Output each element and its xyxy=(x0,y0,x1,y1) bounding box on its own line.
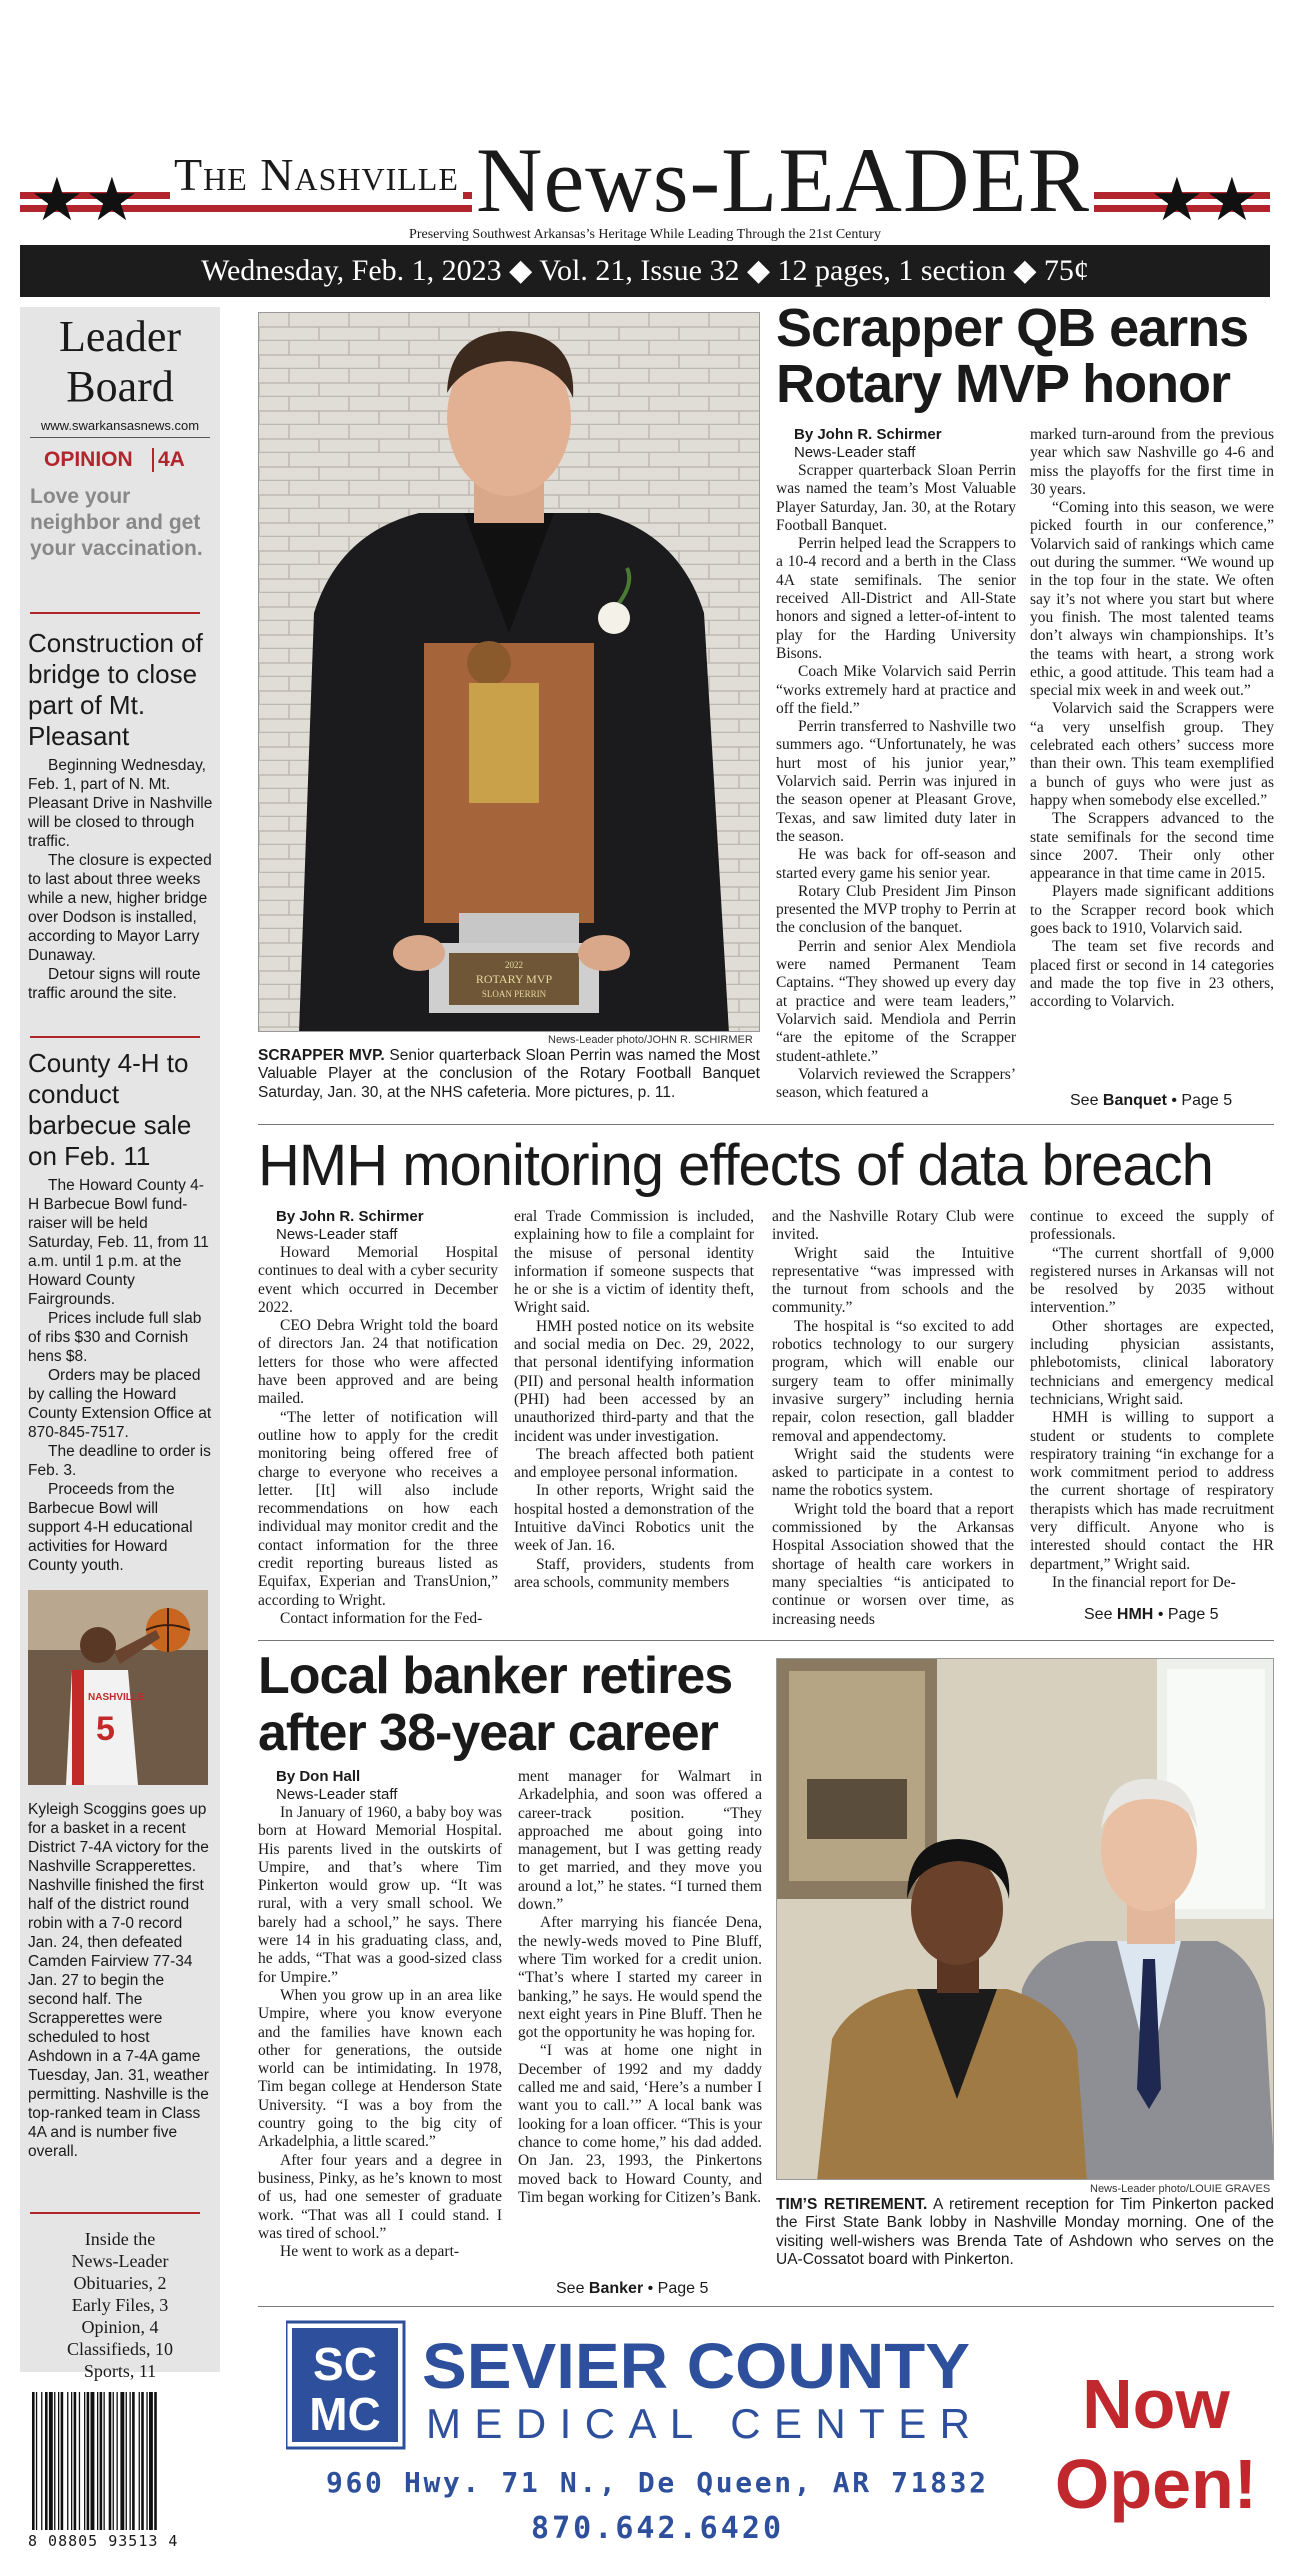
masthead-the-nashville: The Nashville xyxy=(170,148,463,201)
qb-photo-caption: SCRAPPER MVP. Senior quarterback Sloan Perrin was named the Most Valuable Player at the conclusion of the Rotary Football Banquet Saturday, Jan. 30, at the NHS cafeteria. More pictures, p. 11. xyxy=(258,1047,760,1101)
divider xyxy=(258,2306,1274,2307)
staff-line: News-Leader staff xyxy=(276,1786,398,1803)
ad-name-line2: MEDICAL CENTER xyxy=(426,2400,970,2447)
trophy-plate-year: 2022 xyxy=(505,960,523,970)
divider xyxy=(30,612,200,614)
story1-column-1: By John R. Schirmer News-Leader staff Scrapper quarterback Sloan Perrin was named the team’s Most Valuable Player Saturday, Jan. 30, at the Rotary Football Banquet. Perrin helped lead the Scrappers to a 10-4 record and a berth in the Class 4A state semifinals. The senior received All-District and All-State honors and signed a letter-of-intent to play for the Harding University Bisons. Coach Mike Volarvich said Perrin “works extremely hard at practice and off the field.” Perrin transferred to Nashville two summers ago. “Unfortunately, he was hurt most of his junior year,” Volarvich said. Perrin was injured in the season opener at Pleasant Grove, Texas, and saw limited duty later in the season. He was back for off-season and started every game his senior year. Rotary Club President Jim Pinson presented the MVP trophy to Perrin at the conclusion of the banquet. Perrin and senior Alex Mendiola were named Permanent Team Captains. “They showed up every day at practice and were team leaders,” Volarvich said. Mendiola and Perrin “are the epitome of the Scrapper student-athlete.” Volarvich reviewed the Scrappers’ season, which featured a xyxy=(776,426,1016,1102)
ad-name-line1: SEVIER COUNTY xyxy=(422,2330,970,2402)
inside-index: Inside the News-Leader Obituaries, 2 Early Files, 3 Opinion, 4 Classifieds, 10 Sports, 11 xyxy=(20,2228,220,2382)
website-url[interactable]: www.swarkansasnews.com xyxy=(40,418,200,433)
staff-line: News-Leader staff xyxy=(794,444,916,461)
jersey-text: NASHVILLE xyxy=(88,1692,145,1703)
barcode xyxy=(30,2392,220,2537)
star-icon: ★ xyxy=(85,165,139,235)
story2-headline[interactable]: HMH monitoring effects of data breach xyxy=(258,1133,1213,1198)
index-item[interactable]: Opinion, 4 xyxy=(81,2317,159,2337)
jump-link-hmh[interactable]: See HMH • Page 5 xyxy=(1084,1606,1219,1623)
opinion-label[interactable]: OPINION xyxy=(44,448,133,471)
ad-cta-open: Open! xyxy=(1054,2445,1258,2523)
leader-board-title: Leader Board xyxy=(58,312,182,411)
story3-headline[interactable]: Local banker retires after 38-year career xyxy=(258,1647,733,1762)
index-item[interactable]: Obituaries, 2 xyxy=(73,2273,167,2293)
ad-phone[interactable]: 870.642.6420 xyxy=(531,2511,781,2546)
retirement-photo xyxy=(776,1658,1274,2180)
staff-line: News-Leader staff xyxy=(276,1226,398,1243)
story3-column-2: ment manager for Walmart in Arkadelphia, and soon was offered a career-track position. “They approached me about going into management, but I was getting ready to get married, and they move you around a lot,” he states. “I turned them down.” After marrying his fiancée Dena, the newly-weds moved to Pine Bluff, where Tim worked for a credit union. “That’s where I started my career in banking,” he says. He would spend the next eight years in Pine Bluff. Then he got the opportunity he was hoping for. “I was at home one night in December of 1992 and my daddy called me and said, ‘Here’s a number I want you to call.’” A local bank was looking for a loan officer. “This is your chance to come home,” his dad added. On Jan. 23, 1993, the Pinkertons moved back to Howard County, and Tim began working for Citizen’s Bank. xyxy=(518,1768,762,2206)
divider xyxy=(30,437,210,438)
brief-4h-body: The Howard County 4-H Barbecue Bowl fund-raiser will be held Saturday, Feb. 11, from 11 a.m. until 1 p.m. at the Howard County Fairgrounds. Prices include full slab of ribs $30 and Cornish hens $8. Orders may be placed by calling the Howard County Extension Office at 870-845-7517. The deadline to order is Feb. 3. Proceeds from the Barbecue Bowl will support 4-H educational activities for Howard County youth. xyxy=(28,1177,212,1574)
star-icon: ★ xyxy=(1205,165,1259,235)
star-icon: ★ xyxy=(30,165,84,235)
retirement-photo-caption: TIM’S RETIREMENT. A retirement reception for Tim Pinkerton packed the First State Bank lobby in Nashville Monday morning. One of the visiting well-wishers was Brenda Tate of Ashdown who serves on the UA-Cossatot board with Pinkerton. xyxy=(776,2196,1274,2268)
photo-credit: News-Leader photo/LOUIE GRAVES xyxy=(1090,2183,1271,2195)
brief-bridge-body: Beginning Wednesday, Feb. 1, part of N. Mt. Pleasant Drive in Nashville will be closed to through traffic. The closure is expected to last about three weeks while a new, higher bridge over Dodson is installed, according to Mayor Larry Dunaway. Detour signs will route traffic around the site. xyxy=(28,757,213,1002)
trophy-plate-title: ROTARY MVP xyxy=(475,972,553,986)
opinion-page: 4A xyxy=(152,448,185,472)
photo-credit: News-Leader photo/JOHN R. SCHIRMER xyxy=(548,1034,753,1046)
byline: By John R. Schirmer xyxy=(276,1208,424,1225)
story2-column-3: and the Nashville Rotary Club were invited. Wright said the Intuitive representative “was impressed with the turnout from schools and the community.” The hospital is “so excited to add robotics technology to our surgery program, which will enable our surgery team to offer minimally invasive surgery” including hernia repair, colon resection, gall bladder removal and appendectomy. Wright said the students were asked to participate in a contest to name the robotics system. Wright told the board that a report commissioned by the Arkansas Hospital Association showed that the shortage of health care workers in many specialties “is anticipated to continue or worsen over time, as increasing needs xyxy=(772,1208,1014,1628)
brief-4h-headline: County 4-H to conduct barbecue sale on Feb. 11 xyxy=(28,1048,192,1171)
logo-bottom: MC xyxy=(309,2388,381,2440)
story3-column-1: By Don Hall News-Leader staff In January of 1960, a baby boy was born at Howard Memorial Hospital. His parents lived in the outskirts of Umpire, and that’s where Tim Pinkerton would grow up. “It was rural, with a very small school. We barely had a school,” he says. There were 14 in his graduating class, and, he adds, “That was a good-sized class for Umpire.” When you grow up in an area like Umpire, where you know everyone and the families have known each other for generations, the outside world can be intimidating. In 1978, Tim began college at Henderson State University. “I was a boy from the country going to the big city of Arkadelphia, a little scared.” After four years and a degree in business, Pinky, as he’s known to most of us, had one semester of graduate work. “That was all I could stand. I was tired of school.” He went to work as a depart- xyxy=(258,1768,502,2261)
jersey-number: 5 xyxy=(96,1710,115,1748)
story1-headline[interactable]: Scrapper QB earns Rotary MVP honor xyxy=(776,298,1249,414)
story1-column-2: marked turn-around from the previous year which saw Nashville go 4-6 and miss the playoffs for the first time in 30 years. “Coming into this season, we were picked fourth in our conference,” Volarvich said of rankings which came out during the summer. “We wound up in the top four in the state. We often say it’s not where you start but where you finish. The most talented teams don’t always win championships. It’s the teams with heart, a strong work ethic, a good attitude. This team had a special mix week in and week out.” Volarvich said the Scrappers were “a very unselfish group. They celebrated each others’ success more than their own. This team exemplified a bunch of guys who were just as happy when somebody else excelled.” The Scrappers advanced to the state semifinals for the second time since 2007. Their only other appearance in that time came in 2015. Players made significant additions to the Scrapper record book which goes back to 1910, Volarvich said. The team set five records and placed first or second in 14 categories and made the top five in 23 others, according to Volarvich. xyxy=(1030,426,1274,1011)
divider xyxy=(258,1124,1274,1125)
jump-link-banker[interactable]: See Banker • Page 5 xyxy=(556,2280,709,2297)
brief-bridge-headline: Construction of bridge to close part of Mt. Pleasant xyxy=(28,628,203,751)
basketball-caption: Kyleigh Scoggins goes up for a basket in a recent District 7-4A victory for the Nashville Scrapperettes. Nashville finished the first half of the district round robin with a 7-0 record Jan. 24, then defeated Camden Fairview 77-34 Jan. 27 to begin the second half. The Scrapperettes were scheduled to host Ashdown in a 7-4A game Tuesday, Jan. 31, weather permitting. Nashville is the top-ranked team in Class 4A and is number five overall. xyxy=(28,1801,209,2160)
masthead-tagline: Preserving Southwest Arkansas’s Heritage While Leading Through the 21st Century xyxy=(409,227,881,242)
dateline-bar: Wednesday, Feb. 1, 2023 ◆ Vol. 21, Issue 32 ◆ 12 pages, 1 section ◆ 75¢ xyxy=(20,245,1270,297)
story2-column-1: By John R. Schirmer News-Leader staff Howard Memorial Hospital continues to deal with a cyber security event which occurred in December 2022. CEO Debra Wright told the board of directors Jan. 24 that notification letters for those who were affected have been approved and are being mailed. “The letter of notification will outline how to apply for the credit monitoring being offered free of charge to everyone who receives a letter. [It] will also include recommendations on how each individual may monitor credit and the contact information for the three credit reporting bureaus listed as Equifax, Experian and TransUnion,” according to Wright. Contact information for the Fed- xyxy=(258,1208,498,1627)
index-item[interactable]: Sports, 11 xyxy=(83,2361,157,2381)
story2-column-2: eral Trade Commission is included, explaining how to file a complaint for the misuse of personal identity information if someone suspects that he or she is a victim of identity theft, Wright said. HMH posted notice on its website and social media on Dec. 29, 2022, that personal identifying information (PII) and personal health information (PHI) had been accessed by an unauthorized third-party and that the incident was under investigation. The breach affected both patient and employee personal information. In other reports, Wright said the hospital hosted a demonstration of the Intuitive daVinci Robotics unit the week of Jan. 16. Staff, providers, students from area schools, community members xyxy=(514,1208,754,1591)
ad-address: 960 Hwy. 71 N., De Queen, AR 71832 xyxy=(326,2466,986,2499)
logo-top: SC xyxy=(313,2338,377,2390)
index-item[interactable]: Classifieds, 10 xyxy=(67,2339,173,2359)
ad-cta-now: Now xyxy=(1082,2365,1230,2443)
opinion-teaser[interactable]: Love your neighbor and get your vaccination. xyxy=(30,485,203,560)
divider xyxy=(30,2212,200,2214)
qb-mvp-photo xyxy=(258,312,760,1032)
divider xyxy=(258,1640,1274,1641)
trophy-plate-name: SLOAN PERRIN xyxy=(481,989,547,999)
sevier-county-medical-ad[interactable] xyxy=(286,2316,1276,2556)
story2-column-4: continue to exceed the supply of professionals. “The current shortfall of 9,000 registered nurses in Arkansas will not be resolved by 2035 without intervention.” Other shortages are expected, including physician assistants, phlebotomists, clinical laboratory technicians and emergency medical technicians, Wright said. HMH is willing to support a student or students to complete respiratory training “in exchange for a work commitment period to address the current shortage of respiratory therapists which has made recruitment very difficult. Anyone who is interested should contact the HR department,” Wright said. In the financial report for De- xyxy=(1030,1208,1274,1591)
star-icon: ★ xyxy=(1150,165,1204,235)
jump-link-banquet[interactable]: See Banquet • Page 5 xyxy=(1070,1092,1233,1109)
basketball-photo xyxy=(28,1590,208,1785)
barcode-number: 8 08805 93513 4 xyxy=(28,2532,179,2550)
byline: By John R. Schirmer xyxy=(794,426,942,443)
masthead-title: News-LEADER xyxy=(472,132,1094,228)
index-item[interactable]: Early Files, 3 xyxy=(71,2295,169,2315)
divider xyxy=(30,1036,200,1038)
byline: By Don Hall xyxy=(276,1768,361,1785)
